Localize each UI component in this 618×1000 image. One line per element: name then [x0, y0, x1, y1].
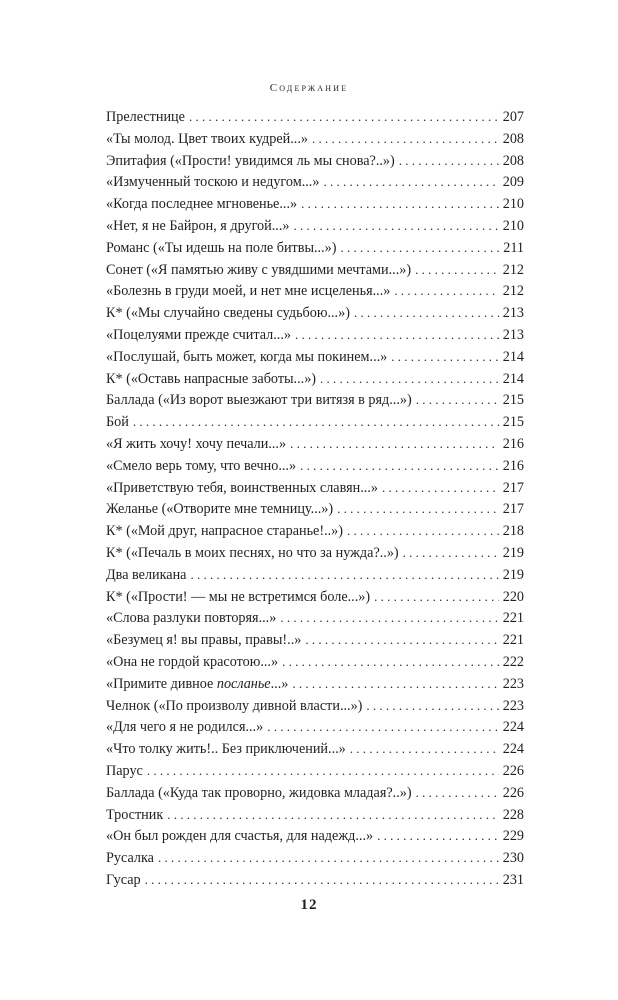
page-title: Содержание	[269, 82, 349, 94]
toc-entry-title: «Послушай, быть может, когда мы покинем...»	[106, 348, 388, 365]
dot-leader	[158, 847, 499, 869]
toc-entry-title: «Слова разлуки повторяя...»	[106, 610, 277, 627]
toc-entry-page: 217	[502, 501, 524, 518]
dot-leader	[190, 564, 499, 586]
toc-entry-title-italic: посланье	[216, 675, 271, 692]
toc-entry-title: «Что толку жить!.. Без приключений...»	[106, 741, 346, 758]
toc-entry	[106, 433, 524, 455]
dot-leader	[312, 128, 499, 150]
toc-entry	[106, 368, 524, 390]
page-number: 12	[300, 897, 318, 913]
toc-entry-page: 215	[502, 392, 524, 409]
toc-entry	[106, 804, 524, 826]
toc-entry-title: «Примите дивное посланье...»	[106, 675, 289, 692]
toc-entry-title: «Он был рожден для счастья, для надежд...»	[106, 828, 374, 845]
toc-entry	[106, 738, 524, 760]
toc-entry-title: «Когда последнее мгновенье...»	[106, 196, 298, 213]
toc-entry	[106, 411, 524, 433]
toc-entry	[106, 280, 524, 302]
toc-entry-page: 211	[503, 239, 524, 256]
toc-entry	[106, 302, 524, 324]
toc-entry-title: К* («Оставь напрасные заботы...»)	[106, 370, 317, 387]
dot-leader	[340, 237, 499, 259]
toc-entry-page: 221	[502, 632, 524, 649]
toc-entry	[106, 695, 524, 717]
toc-entry-title: К* («Мой друг, напрасное старанье!..»)	[106, 523, 343, 540]
dot-leader	[337, 498, 499, 520]
toc-entry-title: Тростник	[106, 806, 164, 823]
toc-entry-title: «Приветствую тебя, воинственных славян...»	[106, 479, 378, 496]
toc-entry-title: К* («Мы случайно сведены судьбою...»)	[106, 305, 350, 322]
toc-entry-title: Челнок («По произволу дивной власти...»)	[106, 697, 363, 714]
toc-entry-page: 217	[502, 479, 524, 496]
dot-leader	[399, 150, 499, 172]
toc-entry-page: 214	[502, 348, 524, 365]
toc-entry	[106, 498, 524, 520]
toc-entry-page: 214	[502, 370, 524, 387]
dot-leader	[382, 477, 499, 499]
toc-entry	[106, 673, 524, 695]
toc-entry	[106, 782, 524, 804]
dot-leader	[292, 673, 499, 695]
toc-entry-page: 215	[502, 414, 524, 431]
toc-entry-page: 226	[502, 762, 524, 779]
dot-leader	[305, 629, 499, 651]
dot-leader	[415, 259, 499, 281]
toc-entry-page: 213	[502, 305, 524, 322]
dot-leader	[147, 760, 499, 782]
dot-leader	[189, 106, 499, 128]
dot-leader	[290, 433, 499, 455]
toc-entry-page: 226	[502, 784, 524, 801]
toc-entry	[106, 193, 524, 215]
toc-entry-page: 220	[502, 588, 524, 605]
toc-entry	[106, 237, 524, 259]
toc-entry	[106, 324, 524, 346]
toc-entry-page: 212	[502, 283, 524, 300]
table-of-contents	[106, 106, 524, 891]
toc-entry-page: 228	[502, 806, 524, 823]
toc-entry	[106, 542, 524, 564]
toc-entry	[106, 128, 524, 150]
toc-entry	[106, 346, 524, 368]
toc-entry	[106, 651, 524, 673]
dot-leader	[391, 346, 499, 368]
toc-entry-title: Сонет («Я памятью живу с увядшими мечтами...»)	[106, 261, 412, 278]
toc-entry	[106, 106, 524, 128]
toc-entry	[106, 259, 524, 281]
toc-entry-title: К* («Печаль в моих песнях, но что за нужда?..»)	[106, 544, 399, 561]
toc-entry	[106, 455, 524, 477]
toc-entry-title: К* («Прости! — мы не встретимся боле...»)	[106, 588, 371, 605]
dot-leader	[354, 302, 499, 324]
dot-leader	[347, 520, 499, 542]
toc-entry-page: 223	[502, 675, 524, 692]
toc-entry-title: «Я жить хочу! хочу печали...»	[106, 435, 287, 452]
toc-entry-page: 229	[502, 828, 524, 845]
dot-leader	[403, 542, 499, 564]
toc-entry-page: 207	[502, 109, 524, 125]
toc-entry-page: 222	[502, 653, 524, 670]
toc-entry-title: «Нет, я не Байрон, я другой...»	[106, 217, 290, 234]
toc-entry-title: «Болезнь в груди моей, и нет мне исцеленья...»	[106, 283, 391, 300]
toc-entry	[106, 716, 524, 738]
toc-entry	[106, 847, 524, 869]
toc-entry-title: Русалка	[106, 850, 154, 867]
toc-entry	[106, 150, 524, 172]
toc-entry-page: 208	[502, 152, 524, 169]
toc-entry-page: 212	[502, 261, 524, 278]
toc-entry-title: Эпитафия («Прости! увидимся ль мы снова?..»)	[106, 152, 395, 169]
toc-entry-page: 209	[502, 174, 524, 191]
toc-entry-page: 208	[502, 130, 524, 147]
dot-leader	[300, 455, 499, 477]
dot-leader	[394, 280, 499, 302]
toc-entry-page: 230	[502, 850, 524, 867]
toc-entry-title: Баллада («Из ворот выезжают три витязя в ряд...»)	[106, 392, 412, 409]
dot-leader	[293, 215, 499, 237]
toc-entry	[106, 520, 524, 542]
toc-entry-page: 224	[502, 719, 524, 736]
dot-leader	[282, 651, 499, 673]
dot-leader	[167, 804, 499, 826]
toc-entry-title: «Измученный тоскою и недугом...»	[106, 174, 320, 191]
toc-entry-title: Парус	[106, 762, 143, 779]
dot-leader	[320, 368, 499, 390]
dot-leader	[145, 869, 499, 891]
toc-entry-page: 219	[502, 544, 524, 561]
dot-leader	[295, 324, 499, 346]
toc-entry-title: «Смело верь тому, что вечно...»	[106, 457, 297, 474]
dot-leader	[377, 825, 499, 847]
dot-leader	[416, 782, 499, 804]
toc-entry-page: 210	[502, 196, 524, 213]
dot-leader	[133, 411, 499, 433]
dot-leader	[323, 171, 499, 193]
toc-entry-page: 219	[502, 566, 524, 583]
toc-entry-page: 224	[502, 741, 524, 758]
toc-entry-title: «Для чего я не родился...»	[106, 719, 264, 736]
toc-entry-page: 210	[502, 217, 524, 234]
toc-entry-page: 221	[502, 610, 524, 627]
toc-entry	[106, 389, 524, 411]
toc-entry-title: Два великана	[106, 566, 187, 583]
toc-entry-page: 216	[502, 457, 524, 474]
toc-entry	[106, 564, 524, 586]
toc-entry-title: Бой	[106, 414, 129, 431]
toc-entry	[106, 760, 524, 782]
toc-entry	[106, 825, 524, 847]
toc-entry-title: «Поцелуями прежде считал...»	[106, 326, 291, 343]
toc-entry-title: «Ты молод. Цвет твоих кудрей...»	[106, 130, 308, 147]
toc-entry	[106, 629, 524, 651]
toc-entry-page: 231	[502, 871, 524, 888]
dot-leader	[350, 738, 499, 760]
toc-entry-title: Баллада («Куда так проворно, жидовка младая?..»)	[106, 784, 412, 801]
toc-entry	[106, 171, 524, 193]
dot-leader	[416, 389, 499, 411]
dot-leader	[366, 695, 499, 717]
dot-leader	[374, 586, 499, 608]
dot-leader	[267, 716, 499, 738]
toc-entry	[106, 607, 524, 629]
toc-entry	[106, 215, 524, 237]
toc-entry-title: Прелестнице	[106, 109, 185, 125]
toc-entry-title: «Безумец я! вы правы, правы!..»	[106, 632, 302, 649]
toc-entry	[106, 477, 524, 499]
toc-entry-title: «Она не гордой красотою...»	[106, 653, 279, 670]
toc-entry-title: Гусар	[106, 871, 141, 888]
toc-entry-page: 216	[502, 435, 524, 452]
dot-leader	[301, 193, 499, 215]
toc-entry	[106, 869, 524, 891]
toc-entry	[106, 586, 524, 608]
dot-leader	[280, 607, 499, 629]
toc-entry-page: 213	[502, 326, 524, 343]
toc-entry-page: 218	[502, 523, 524, 540]
toc-entry-page: 223	[502, 697, 524, 714]
toc-entry-title: Желанье («Отворите мне темницу...»)	[106, 501, 334, 518]
toc-entry-title: Романс («Ты идешь на поле битвы...»)	[106, 239, 337, 256]
